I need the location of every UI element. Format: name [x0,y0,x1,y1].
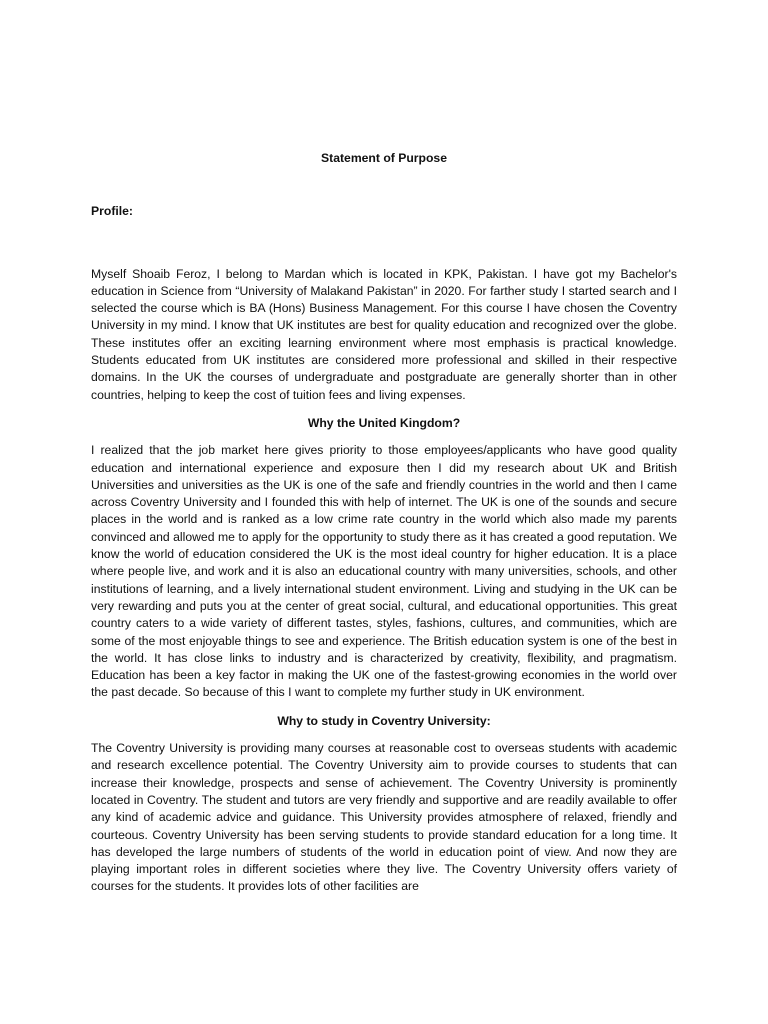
profile-paragraph: Myself Shoaib Feroz, I belong to Mardan which is located in KPK, Pakistan. I have got my Bachelor's education in Science from “University of Malakand Pakistan” in 2020. For farther study I started search and I selected the course which is BA (Hons) Business Management. For this course I have chosen the Coventry University in my mind. I know that UK institutes are best for quality education and recognized over the globe. These institutes offer an exciting learning environment where most emphasis is practical knowledge. Students educated from UK institutes are considered more professional and skilled in their respective domains. In the UK the courses of undergraduate and postgraduate are generally shorter than in other countries, helping to keep the cost of tuition fees and living expenses. [91,266,677,402]
why-coventry-paragraph: The Coventry University is providing many courses at reasonable cost to overseas students with academic and research excellence potential. The Coventry University aim to provide courses to students that can increase their knowledge, prospects and sense of achievement. The Coventry University is prominently located in Coventry. The student and tutors are very friendly and supportive and are readily available to offer any kind of academic advice and guidance. This University provides atmosphere of relaxed, friendly and courteous. Coventry University has been serving students to provide standard education for a long time. It has developed the large numbers of students of the world in education point of view. And now they are playing important roles in different societies where they live. The Coventry University offers variety of courses for the students. It provides lots of other facilities are [91,741,677,894]
why-uk-paragraph: I realized that the job market here gives priority to those employees/applicants who have good quality education and international experience and exposure then I did my research about UK and British Universities and universities as the UK is one of the safe and friendly countries in the world and then I came across Coventry University and I founded this with help of internet. The UK is one of the sounds and secure places in the world and is ranked as a low crime rate country in the world which also made my parents convinced and allowed me to apply for the opportunity to study there as it has created a good reputation. We know the world of education considered the UK is the most ideal country for higher education. It is a place where people live, and work and it is also an educational country with many universities, schools, and other institutions of learning, and a lively international student environment. Living and studying in the UK can be very rewarding and puts you at the center of great social, cultural, and educational opportunities. This great country caters to a wide variety of different tastes, styles, fashions, cultures, and communities, which are some of the most enjoyable things to see and experience. The British education system is one of the best in the world. It has close links to industry and is characterized by creativity, flexibility, and pragmatism. Education has been a key factor in making the UK one of the fastest-growing economies in the world over the past decade. So because of this I want to complete my further study in UK environment. [91,443,677,700]
document-title: Statement of Purpose [321,151,447,165]
why-coventry-heading: Why to study in Coventry University: [277,713,491,728]
profile-heading: Profile: [91,204,133,219]
document-body [91,150,677,896]
why-uk-heading: Why the United Kingdom? [307,415,461,430]
